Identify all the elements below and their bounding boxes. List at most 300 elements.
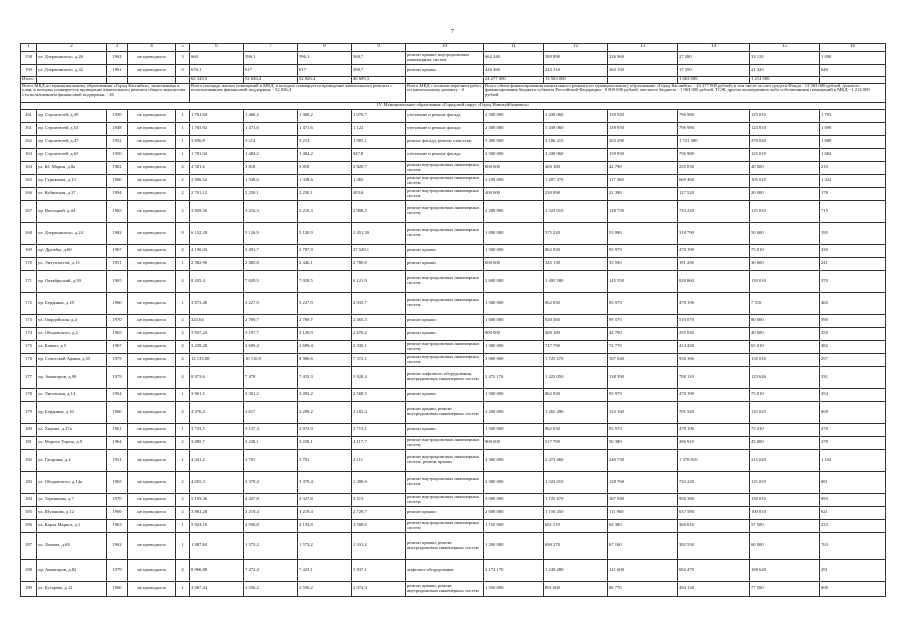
table-cell: 1 550 000 — [484, 581, 544, 596]
table-cell: 161 — [21, 122, 37, 135]
table-row — [21, 222, 886, 244]
table-cell: 86 770 — [608, 581, 678, 596]
table-cell: 40 000 — [750, 327, 820, 340]
table-cell: не проводился — [128, 161, 176, 174]
table-cell: 178 — [820, 187, 886, 200]
table-cell: 241 — [820, 257, 886, 270]
table-cell: 40 000 — [750, 161, 820, 174]
table-cell: 5 120,9 — [298, 222, 352, 244]
table-cell: 3 961,5 — [190, 388, 244, 401]
table-cell: 4 — [176, 401, 190, 423]
table-cell: 478 190 — [678, 244, 750, 257]
table-cell: 8 986,6 — [298, 353, 352, 366]
table-cell: 3 214 — [244, 135, 298, 148]
table-cell: 163 — [21, 148, 37, 161]
table-cell: 956 380 — [678, 353, 750, 366]
table-row — [21, 366, 886, 388]
table-cell: 291 — [820, 559, 886, 581]
table-row — [21, 135, 886, 148]
table-cell: 50 380 — [608, 436, 678, 449]
summary-houses-count: Всего МКД по муниципальному образованию «Город Каспийск», включенных в план, в которых планируется проведение капитального ремонта общего имущества с использованием финансовой поддержки, - 26 — [21, 83, 190, 102]
table-cell: 130 010 — [750, 270, 820, 292]
table-row — [21, 244, 886, 257]
table-cell: 733 220 — [678, 471, 750, 493]
table-cell: 173 — [21, 314, 37, 327]
table-cell: не проводился — [128, 581, 176, 596]
table-cell: 389 890 — [544, 52, 608, 65]
table-cell: 2 906,52 — [190, 174, 244, 187]
column-number-3: 3 — [107, 44, 128, 52]
summary-full-works: Всего МКД с полным перечнем работ по капитальному ремонту - 0 — [406, 83, 484, 102]
table-cell: пр. Октябрьский, д.39 — [37, 270, 107, 292]
table-cell: 1970 — [107, 493, 128, 506]
table-cell: 3 818 — [244, 161, 298, 174]
table-cell: не проводился — [128, 519, 176, 532]
table-cell: 3 000 000 — [484, 353, 544, 366]
table-cell: 297 — [820, 353, 886, 366]
table-cell: 2 556,2 — [244, 581, 298, 596]
table-cell: 460 180 — [544, 327, 608, 340]
table-cell: 2 250,1 — [298, 187, 352, 200]
table-cell: 6 152,28 — [190, 222, 244, 244]
table-cell: 2 446,1 — [298, 257, 352, 270]
table-cell: 1 — [176, 257, 190, 270]
table-cell: 233 — [820, 519, 886, 532]
table-cell: не проводился — [128, 366, 176, 388]
table-cell: 1979 — [107, 366, 128, 388]
table-cell: не проводился — [128, 449, 176, 471]
summary-financing: Всего объем финансирования капитального ремонта по муниципальному образованию «Город Каспийск» - 24 277 000 рублей, в том числе за счет средств Фонда - 13 563 000 рублей, долевого финансирования бюджета субъекта Российской Федерации - 8 000 000 рублей, местного бюджета - 1 063 000 рублей, ТСЖ, других кооперативов либо собственников помещений в МКД - 1 214 000 рублей — [484, 83, 886, 102]
table-cell: 3 856,8 — [190, 135, 244, 148]
table-cell: ул. Карла Маркса, д.1 — [37, 519, 107, 532]
table-cell: 8 435,4 — [190, 270, 244, 292]
table-cell: ремонт крыши, внутридомовых инженерных систем — [406, 52, 484, 65]
table-cell: 454 — [820, 388, 886, 401]
table-cell: ремонт крыши — [406, 327, 484, 340]
table-cell: 64 380 — [608, 519, 678, 532]
table-cell: 517 700 — [544, 436, 608, 449]
table-cell: 676,1 — [190, 64, 244, 77]
table-row — [21, 353, 886, 366]
table-cell: ул. Ободовского, д.14а — [37, 471, 107, 493]
table-cell: 177 — [21, 366, 37, 388]
table-cell: 167 940 — [608, 493, 678, 506]
table-cell: 460 180 — [544, 161, 608, 174]
table-cell: 414 430 — [678, 340, 750, 353]
table-cell: 2 — [176, 174, 190, 187]
total-cell: 1 063 000 — [678, 77, 750, 84]
table-cell: 44 790 — [608, 161, 678, 174]
table-cell: 170 — [21, 257, 37, 270]
table-cell: 191 280 — [678, 257, 750, 270]
table-cell: 83 970 — [608, 423, 678, 436]
table-cell: 3 885,7 — [190, 436, 244, 449]
table-cell: пр. Строителей, д.53 — [37, 122, 107, 135]
table-cell: не проводился — [128, 493, 176, 506]
table-cell: 1950 — [107, 109, 128, 122]
table-cell: 195 — [820, 222, 886, 244]
table-cell: 159 — [21, 64, 37, 77]
table-cell: пр. Гурьянова, д.15 — [37, 174, 107, 187]
table-cell: 1 — [176, 109, 190, 122]
table-cell: 128 750 — [608, 200, 678, 222]
table-cell: 2 700,8 — [352, 257, 406, 270]
table-cell: 3 701 — [298, 449, 352, 471]
table-row — [21, 270, 886, 292]
table-cell: 862 830 — [544, 423, 608, 436]
table-cell: ремонт внутридомовых инженерных систем — [406, 200, 484, 222]
table-row — [21, 493, 886, 506]
table-cell: 72 770 — [608, 340, 678, 353]
table-cell: 4 581,6 — [190, 161, 244, 174]
page-number: 7 — [451, 29, 454, 35]
table-cell: 5 928,4 — [352, 366, 406, 388]
table-cell: ремонт крыши — [406, 244, 484, 257]
table-cell: 1 249 480 — [544, 559, 608, 581]
table-cell: 920 360 — [544, 314, 608, 327]
table-cell: 1965 — [107, 200, 128, 222]
table-cell: 1 468,2 — [298, 109, 352, 122]
table-cell: 128 760 — [608, 471, 678, 493]
total-cell: 46 689,3 — [352, 77, 406, 84]
table-cell: 3 067,44 — [190, 581, 244, 596]
table-cell: 175 — [21, 340, 37, 353]
table-cell: 4 441,2 — [190, 449, 244, 471]
table-cell: 117 360 — [608, 174, 678, 187]
table-cell: 483,6 — [352, 187, 406, 200]
table-cell: не проводился — [128, 327, 176, 340]
table-cell: 7 423,1 — [298, 559, 352, 581]
table-cell: 67 180 — [608, 532, 678, 559]
table-cell: 3 182,4 — [352, 401, 406, 423]
table-cell: ул. Дзержинского, д.26 — [37, 52, 107, 65]
table-cell: 187 — [21, 532, 37, 559]
table-cell: 3 239,28 — [190, 340, 244, 353]
table-cell: 3 379,4 — [244, 471, 298, 493]
table-cell: 3 379,4 — [298, 471, 352, 493]
table-cell: ремонт крыши — [406, 314, 484, 327]
table-cell: 150 010 — [750, 493, 820, 506]
table-cell: 370 — [820, 270, 886, 292]
section-title-row — [21, 102, 886, 109]
table-cell: 1 703 — [820, 109, 886, 122]
table-cell: 1 573,2 — [298, 532, 352, 559]
table-cell: 27 280 — [678, 52, 750, 65]
table-cell: 9 — [176, 222, 190, 244]
column-number-8: 8 — [298, 44, 352, 52]
table-cell: 17 350 — [678, 64, 750, 77]
table-cell: 166 — [21, 187, 37, 200]
table-cell: 3 — [176, 52, 190, 65]
table-cell: 226 960 — [608, 52, 678, 65]
table-cell: 3 733,5 — [190, 423, 244, 436]
table-cell: 186 — [21, 519, 37, 532]
table-cell: 1948 — [107, 122, 128, 135]
table-cell: 1 500 000 — [484, 423, 544, 436]
table-row — [21, 52, 886, 65]
section-title: IV. Муниципальное образование «Городской округ «Город Новокуйбышевск» — [21, 102, 886, 109]
table-cell: 1961 — [107, 423, 128, 436]
table-cell: 171 — [21, 270, 37, 292]
table-cell: 1960 — [107, 401, 128, 423]
table-cell: 1 070,7 — [352, 109, 406, 122]
table-cell: 1 438 060 — [544, 109, 608, 122]
table-cell: 3 617 — [244, 401, 298, 423]
table-cell: 165 — [21, 174, 37, 187]
table-cell: 1 484,2 — [244, 148, 298, 161]
table-cell: 1 000 — [820, 52, 886, 65]
table-cell: 3 219,4 — [298, 506, 352, 519]
table-cell: 478 190 — [678, 388, 750, 401]
table-cell: 60 000 — [750, 532, 820, 559]
table-cell: 111 960 — [608, 506, 678, 519]
table-cell: 800 000 — [484, 161, 544, 174]
table-cell: 50 000 — [750, 222, 820, 244]
table-cell: 1 484,2 — [298, 148, 352, 161]
table-cell: 800 000 — [484, 327, 544, 340]
table-cell: 478 190 — [678, 292, 750, 314]
table-cell: 2 117,7 — [352, 436, 406, 449]
table-cell: 115 010 — [750, 200, 820, 222]
table-cell: 145 550 — [608, 270, 678, 292]
table-cell: 7 372,1 — [352, 353, 406, 366]
table-cell: пр. Высоцкой, д.44 — [37, 200, 107, 222]
table-cell: лифтовое оборудование — [406, 559, 484, 581]
table-cell: не проводился — [128, 257, 176, 270]
table-cell: 2 556,2 — [298, 581, 352, 596]
table-cell: 255 030 — [678, 327, 750, 340]
table-row — [21, 292, 886, 314]
table-cell: 139 920 — [608, 109, 678, 122]
table-row — [21, 506, 886, 519]
table-cell: 1 — [176, 135, 190, 148]
table-cell: 1 323 010 — [544, 200, 608, 222]
summary-note-row — [21, 83, 886, 102]
table-cell: ул. Энтузиастов, д.13 — [37, 257, 107, 270]
table-cell: ремонт лифтового оборудования, внутридомовых инженерных систем — [406, 366, 484, 388]
table-cell: 7 029,5 — [244, 270, 298, 292]
table-cell: 158 — [21, 52, 37, 65]
table-cell: 7 472,4 — [244, 559, 298, 581]
table-cell: пр. Бердника, д.18 — [37, 292, 107, 314]
table-cell: 2 451,39 — [352, 222, 406, 244]
table-cell: 1 765,92 — [190, 122, 244, 135]
table-cell: 796 980 — [678, 148, 750, 161]
table-cell: ул. Лиговская, д.14 — [37, 388, 107, 401]
table-cell: 278 — [820, 436, 886, 449]
table-cell: 1962 — [107, 532, 128, 559]
table-cell: 150 010 — [750, 353, 820, 366]
table-cell: 2 500 000 — [484, 122, 544, 135]
table-cell: 733 220 — [678, 200, 750, 222]
table-cell: 215 020 — [750, 449, 820, 471]
table-cell: 1965 — [107, 471, 128, 493]
table-cell: 250 — [820, 327, 886, 340]
table-cell: 862 830 — [544, 388, 608, 401]
table-cell: 1 — [176, 449, 190, 471]
table-cell: ремонт внутридомовых инженерных систем — [406, 161, 484, 174]
table-cell: 4 376,4 — [190, 401, 244, 423]
table-cell: 4 300 000 — [484, 449, 544, 471]
table-cell: ремонт крыши — [406, 388, 484, 401]
table-cell: 105 010 — [750, 174, 820, 187]
table-row — [21, 423, 886, 436]
table-cell: 366 610 — [678, 519, 750, 532]
table-cell: 27 549,1 — [352, 244, 406, 257]
table-cell: 4 — [176, 340, 190, 353]
table-cell: 1952 — [107, 135, 128, 148]
table-cell: 3 120,9 — [298, 327, 352, 340]
table-cell: 747 790 — [544, 340, 608, 353]
table-cell: 3 227,9 — [298, 292, 352, 314]
table-cell: не проводился — [128, 135, 176, 148]
table-cell: 382 550 — [678, 532, 750, 559]
table-cell: 5 126,9 — [244, 222, 298, 244]
table-cell: ремонт крыши, ремонт внутридомовых инженерных систем — [406, 401, 484, 423]
table-cell: не проводился — [128, 174, 176, 187]
table-cell: 3 859,56 — [190, 200, 244, 222]
table-cell: 796 980 — [678, 109, 750, 122]
table-cell: 2 109 000 — [484, 174, 544, 187]
table-cell: 2 380,6 — [352, 471, 406, 493]
table-cell: 1 680 — [820, 135, 886, 148]
table-row — [21, 314, 886, 327]
table-cell: 22 390 — [608, 187, 678, 200]
table-cell: не проводился — [128, 222, 176, 244]
table-cell: 1 887,84 — [190, 532, 244, 559]
table-cell: 3 219,4 — [244, 506, 298, 519]
column-number-6: 6 — [190, 44, 244, 52]
table-row — [21, 64, 886, 77]
table-cell: 3 214 — [298, 135, 352, 148]
table-cell: 596,1 — [244, 52, 298, 65]
table-cell: 2 973,9 — [298, 423, 352, 436]
table-cell: ремонт внутридомовых инженерных систем — [406, 187, 484, 200]
table-cell: 286 910 — [678, 436, 750, 449]
table-cell: 57 500 — [750, 519, 820, 532]
column-number-15: 15 — [750, 44, 820, 52]
table-cell: пр. Советской Армии, д.55 — [37, 353, 107, 366]
table-cell: 1 200 000 — [484, 532, 544, 559]
table-cell: 7 478 — [244, 366, 298, 388]
table-cell: 255 030 — [678, 161, 750, 174]
table-cell: 1 721 480 — [678, 135, 750, 148]
table-cell: 862 830 — [544, 244, 608, 257]
table-cell: 2 — [176, 493, 190, 506]
table-cell: 478 190 — [678, 423, 750, 436]
table-cell: не проводился — [128, 52, 176, 65]
table-cell: 83 970 — [608, 244, 678, 257]
table-row — [21, 340, 886, 353]
table-cell: 270 020 — [750, 135, 820, 148]
table-cell: не проводился — [128, 353, 176, 366]
table-cell: 65 010 — [750, 340, 820, 353]
table-cell: ремонт внутридомовых инженерных систем — [406, 222, 484, 244]
table-cell: 77 500 — [750, 581, 820, 596]
table-cell: 110 010 — [750, 401, 820, 423]
table-cell: 788 110 — [678, 366, 750, 388]
table-cell: 162 150 — [608, 64, 678, 77]
table-cell: ул. Дзержинского, д.32 — [37, 64, 107, 77]
table-cell: 2 699,4 — [244, 340, 298, 353]
table-cell: 4 327,8 — [244, 493, 298, 506]
table-cell: 174 — [21, 327, 37, 340]
table-cell: 184 — [21, 493, 37, 506]
table-cell: 1951 — [107, 257, 128, 270]
table-cell: 5 937,1 — [352, 559, 406, 581]
table-cell: 162 — [21, 135, 37, 148]
table-cell: 1 338,6 — [244, 174, 298, 187]
table-cell: 1962 — [107, 52, 128, 65]
table-cell: 75 010 — [750, 388, 820, 401]
table-cell: утепление и ремонт фасада — [406, 122, 484, 135]
table-cell: ремонт крыши — [406, 257, 484, 270]
total-cell: 13 563 000 — [544, 77, 608, 84]
table-cell: пр. Строителей, д.49 — [37, 109, 107, 122]
table-cell: 115 010 — [750, 471, 820, 493]
table-cell: пр. Бердника, д.10 — [37, 401, 107, 423]
table-cell: 1960 — [107, 174, 128, 187]
table-cell: пр. Строителей, д.65 — [37, 148, 107, 161]
table-cell: 828 860 — [678, 270, 750, 292]
table-cell: 302 290 — [608, 135, 678, 148]
table-cell: 80 000 — [750, 314, 820, 327]
table-cell: 3 508,6 — [352, 519, 406, 532]
table-cell: 3 216,3 — [244, 200, 298, 222]
table-cell: 2 982,96 — [190, 257, 244, 270]
table-cell: 3 818 — [298, 161, 352, 174]
table-cell: 4 936,8 — [244, 519, 298, 532]
table-cell: 1 000 000 — [484, 222, 544, 244]
table-cell: 1967 — [107, 340, 128, 353]
table-cell: 1 761,84 — [190, 109, 244, 122]
table-cell: ул. Кавказ, д.5 — [37, 340, 107, 353]
table-cell: не проводился — [128, 423, 176, 436]
table-cell: 176 — [21, 353, 37, 366]
table-cell: 478 — [820, 423, 886, 436]
table-cell: 318 790 — [678, 222, 750, 244]
table-cell: 1982 — [107, 161, 128, 174]
column-number-2: 2 — [37, 44, 107, 52]
table-cell: 662 240 — [484, 52, 544, 65]
column-number-7: 7 — [244, 44, 298, 52]
table-cell: 8 973,6 — [190, 366, 244, 388]
table-cell: 230 090 — [544, 187, 608, 200]
table-cell: 2 299 896 — [484, 200, 544, 222]
table-cell: 3 106 210 — [544, 135, 608, 148]
table-cell: ул. Гвардейская, д.4 — [37, 314, 107, 327]
table-cell: 1954 — [107, 388, 128, 401]
table-row — [21, 200, 886, 222]
table-row — [21, 519, 886, 532]
table-cell: 2 701,12 — [190, 187, 244, 200]
table-cell: ремонт внутридомовых инженерных систем — [406, 493, 484, 506]
table-cell: 1 699 — [820, 122, 886, 135]
table-cell: ул. Гагарина, д.2 — [37, 449, 107, 471]
table-cell: 5 400 000 — [484, 135, 544, 148]
table-cell: 3 837,24 — [190, 327, 244, 340]
table-cell: 1 471,6 — [244, 122, 298, 135]
table-cell: 1 322 — [820, 174, 886, 187]
table-cell: 2 300 000 — [484, 471, 544, 493]
table-row — [21, 559, 886, 581]
table-cell: не проводился — [128, 292, 176, 314]
table-cell: 2 787,9 — [298, 244, 352, 257]
table-cell: 1 725 670 — [544, 353, 608, 366]
table-cell: 690 270 — [544, 532, 608, 559]
table-cell: ул. Ю. Марии, д.8а — [37, 161, 107, 174]
table-cell: 617 — [298, 64, 352, 77]
